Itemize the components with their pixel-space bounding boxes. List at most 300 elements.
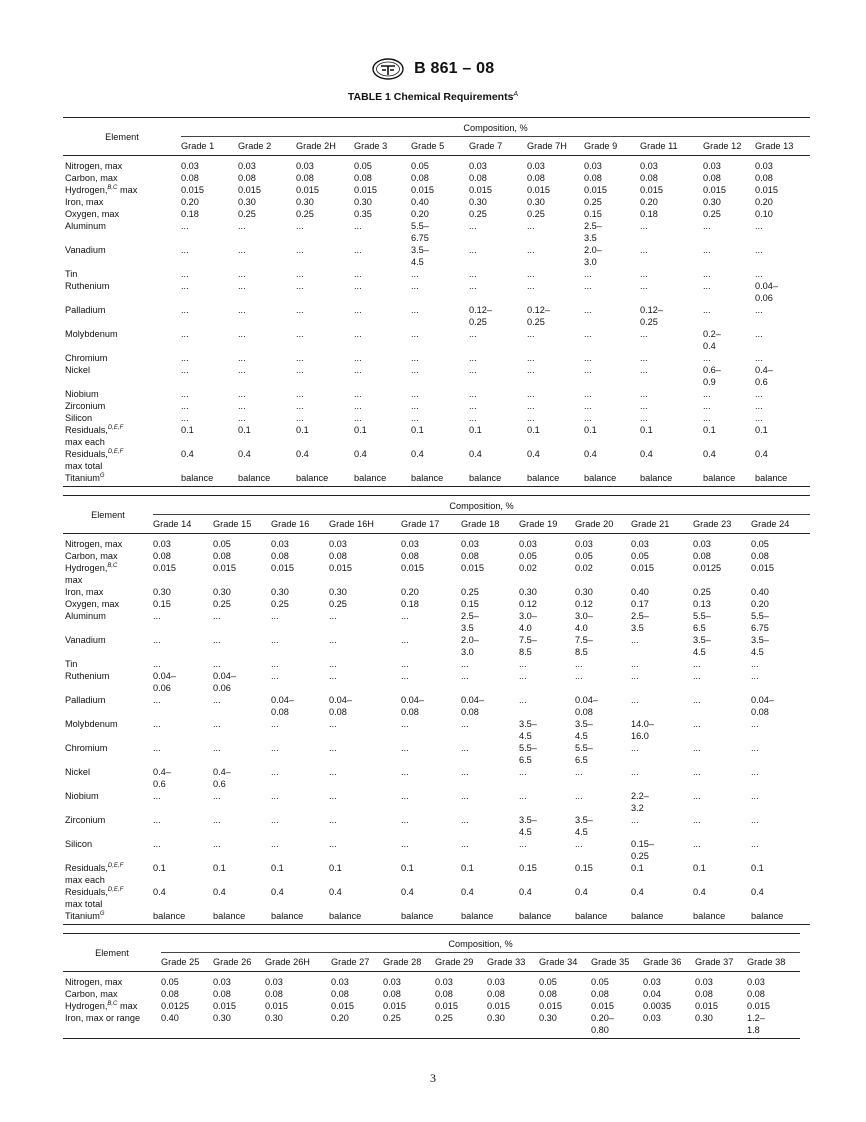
table-cell: 0.18	[640, 209, 658, 219]
table-cell: ...	[329, 815, 337, 825]
table-cell: ...	[755, 353, 763, 363]
table-cell: ...	[181, 281, 189, 291]
table-cell: 0.04– 0.08	[271, 695, 294, 717]
table-cell: 0.08	[591, 989, 609, 999]
chemical-requirements-table-1	[63, 117, 810, 487]
grade-header: Grade 35	[591, 953, 643, 972]
table-cell: 0.4	[401, 887, 414, 897]
chemical-requirements-table-2	[63, 495, 810, 925]
table-cell: 0.0035	[643, 1001, 672, 1011]
table-row	[63, 184, 810, 196]
table-cell: 0.1	[703, 425, 716, 435]
table-cell: 0.015	[527, 185, 550, 195]
grade-header: Grade 28	[383, 953, 435, 972]
table-cell: 0.04	[643, 989, 661, 999]
table-cell: ...	[354, 269, 362, 279]
table-row	[63, 352, 810, 364]
composition-header: Composition, %	[153, 496, 810, 515]
element-label: Palladium	[65, 305, 106, 315]
table-cell: 0.03	[643, 1012, 695, 1039]
table-cell: 0.015	[640, 185, 663, 195]
table-cell: balance	[213, 910, 271, 925]
table-cell: 0.15	[584, 209, 602, 219]
table-cell: 0.4	[354, 449, 367, 459]
table-cell: ...	[584, 353, 592, 363]
table-cell: ...	[640, 281, 648, 291]
table-row	[63, 910, 810, 925]
table-cell: ...	[238, 305, 246, 315]
table-cell: 0.0125	[161, 1001, 190, 1011]
table-row	[63, 364, 810, 388]
table-row	[63, 172, 810, 184]
table-cell: 0.1	[469, 425, 482, 435]
table-cell: 0.30	[487, 1012, 539, 1039]
table-cell: 0.25	[213, 599, 231, 609]
grade-header: Grade 12	[703, 137, 755, 156]
table-cell: ...	[296, 305, 304, 315]
table-cell: 0.15	[153, 599, 171, 609]
table-cell: ...	[238, 389, 246, 399]
element-label: Silicon	[65, 839, 93, 849]
table-cell: ...	[401, 671, 409, 681]
table-cell: ...	[271, 743, 279, 753]
table-cell: 0.015	[181, 185, 204, 195]
table-cell: ...	[469, 269, 477, 279]
element-header: Element	[63, 496, 153, 534]
table-cell: balance	[271, 910, 329, 925]
table-cell: 0.08	[153, 551, 171, 561]
table-cell: 0.4	[703, 449, 716, 459]
table-cell: 0.40	[411, 197, 429, 207]
table-cell: ...	[519, 767, 527, 777]
table-cell: 0.08	[703, 173, 721, 183]
table-cell: ...	[354, 401, 362, 411]
table-cell: 5.5– 6.75	[751, 611, 769, 633]
table-cell: ...	[271, 611, 279, 621]
table-cell: ...	[693, 743, 701, 753]
table-cell: ...	[213, 791, 221, 801]
table-cell: 0.08	[296, 173, 314, 183]
table-cell: 0.30	[153, 587, 171, 597]
table-cell: ...	[693, 719, 701, 729]
table-cell: balance	[296, 472, 354, 487]
table-cell: ...	[584, 281, 592, 291]
table-cell: 0.08	[238, 173, 256, 183]
table-cell: ...	[755, 245, 763, 255]
element-label: Niobium	[65, 389, 99, 399]
table-cell: balance	[527, 472, 584, 487]
table-row	[63, 586, 810, 598]
grade-header: Grade 19	[519, 515, 575, 534]
table-row	[63, 658, 810, 670]
table-cell: 0.20	[181, 197, 199, 207]
table-cell: 0.30	[519, 587, 537, 597]
table-cell: ...	[153, 839, 161, 849]
element-label: Iron, max	[65, 197, 104, 207]
table-cell: 0.4– 0.6	[755, 365, 773, 387]
grade-header: Grade 20	[575, 515, 631, 534]
table-cell: ...	[519, 791, 527, 801]
table-cell: ...	[238, 353, 246, 363]
table-cell: ...	[751, 719, 759, 729]
table-cell: ...	[469, 401, 477, 411]
table-cell: 0.1	[181, 425, 194, 435]
table-row	[63, 196, 810, 208]
table-row	[63, 1012, 800, 1039]
table-cell: ...	[461, 767, 469, 777]
element-label: Molybdenum	[65, 329, 118, 339]
element-label: Nitrogen, max	[65, 539, 123, 549]
table-cell: 0.30	[469, 197, 487, 207]
table-cell: 0.05	[213, 539, 231, 549]
grade-header: Grade 2H	[296, 137, 354, 156]
table-cell: ...	[469, 413, 477, 423]
table-cell: ...	[527, 401, 535, 411]
table-cell: 0.4	[411, 449, 424, 459]
table-cell: ...	[640, 245, 648, 255]
table-cell: ...	[238, 281, 246, 291]
table-cell: 0.08	[640, 173, 658, 183]
table-cell: 0.4	[584, 449, 597, 459]
table-cell: ...	[329, 635, 337, 645]
table-cell: ...	[329, 611, 337, 621]
table-cell: 0.30	[539, 1012, 591, 1039]
table-cell: ...	[575, 791, 583, 801]
table-cell: 5.5– 6.5	[519, 743, 537, 765]
table-cell: ...	[296, 401, 304, 411]
table-cell: 0.1	[401, 863, 414, 873]
table-cell: ...	[703, 221, 711, 231]
table-cell: ...	[527, 413, 535, 423]
table-cell: ...	[329, 659, 337, 669]
grade-header: Grade 34	[539, 953, 591, 972]
table-row	[63, 244, 810, 268]
table-cell: ...	[238, 245, 246, 255]
table-cell: 0.1	[527, 425, 540, 435]
table-cell: ...	[631, 635, 639, 645]
table-cell: ...	[527, 329, 535, 339]
table-cell: 0.12	[519, 599, 537, 609]
table-cell: ...	[461, 791, 469, 801]
table-cell: 5.5– 6.5	[575, 743, 593, 765]
table-row	[63, 886, 810, 910]
table-row	[63, 862, 810, 886]
table-cell: 0.015	[238, 185, 261, 195]
table-cell: ...	[181, 353, 189, 363]
table-cell: ...	[469, 389, 477, 399]
table-cell: ...	[755, 389, 763, 399]
table-cell: 0.30	[527, 197, 545, 207]
table-cell: 0.1	[584, 425, 597, 435]
grade-header: Grade 36	[643, 953, 695, 972]
table-cell: 0.25	[238, 209, 256, 219]
table-cell: ...	[411, 353, 419, 363]
table-row	[63, 424, 810, 448]
table-cell: ...	[181, 365, 189, 375]
table-cell: ...	[755, 413, 763, 423]
table-cell: 0.4	[751, 887, 764, 897]
table-cell: ...	[469, 281, 477, 291]
table-cell: ...	[181, 413, 189, 423]
table-cell: 0.015	[469, 185, 492, 195]
table-cell: ...	[631, 815, 639, 825]
table-cell: ...	[461, 743, 469, 753]
table-cell: 0.25	[703, 209, 721, 219]
table-cell: 0.4	[693, 887, 706, 897]
table-cell: ...	[584, 401, 592, 411]
table-cell: ...	[461, 671, 469, 681]
table-cell: 0.40	[751, 587, 769, 597]
table-cell: ...	[703, 269, 711, 279]
table-cell: 0.4	[461, 887, 474, 897]
table-cell: 0.015	[695, 1001, 718, 1011]
element-label: Chromium	[65, 353, 108, 363]
table-cell: ...	[631, 767, 639, 777]
table-cell: 0.15	[575, 863, 593, 873]
table-cell: ...	[401, 815, 409, 825]
table-cell: ...	[527, 269, 535, 279]
document-header	[0, 58, 866, 80]
table-cell: ...	[329, 791, 337, 801]
table-cell: ...	[329, 671, 337, 681]
table-cell: 0.05	[539, 977, 557, 987]
table-cell: 0.4– 0.6	[153, 767, 171, 789]
table-cell: 0.015	[296, 185, 319, 195]
grade-header: Grade 25	[161, 953, 213, 972]
table-cell: balance	[329, 910, 401, 925]
table-cell: 0.25	[435, 1012, 487, 1039]
table-cell: 0.4	[153, 887, 166, 897]
table-cell: 0.15– 0.25	[631, 839, 654, 861]
table-cell: 0.4– 0.6	[213, 767, 231, 789]
table-cell: ...	[411, 281, 419, 291]
table-row	[63, 328, 810, 352]
table-row	[63, 766, 810, 790]
grade-header: Grade 26H	[265, 953, 331, 972]
element-label: Molybdenum	[65, 719, 118, 729]
table-cell: 0.05	[354, 161, 372, 171]
table-cell: ...	[329, 839, 337, 849]
table-cell: ...	[519, 671, 527, 681]
table-cell: balance	[238, 472, 296, 487]
table-cell: 2.5– 3.5	[584, 221, 602, 243]
table-cell: 0.30	[575, 587, 593, 597]
element-label: Titanium$^G$	[63, 910, 153, 925]
table-cell: 0.4	[213, 887, 226, 897]
table-cell: 0.08	[411, 173, 429, 183]
element-label: Residuals,$^{D,E,F}$ max each	[65, 425, 124, 447]
table-cell: 0.015	[354, 185, 377, 195]
table-row	[63, 304, 810, 328]
table-cell: ...	[584, 329, 592, 339]
table-cell: ...	[751, 659, 759, 669]
table-cell: ...	[354, 305, 362, 315]
table-cell: ...	[755, 221, 763, 231]
table-cell: ...	[575, 839, 583, 849]
table-cell: ...	[238, 401, 246, 411]
table-cell: 2.5– 3.5	[461, 611, 479, 633]
table-cell: 0.015	[401, 563, 424, 573]
table-cell: 0.03	[331, 977, 349, 987]
table-cell: balance	[755, 472, 810, 487]
element-header: Element	[63, 118, 181, 156]
table-cell: 0.20	[640, 197, 658, 207]
table-cell: 0.03	[329, 539, 347, 549]
table-cell: ...	[584, 365, 592, 375]
table-cell: ...	[584, 305, 592, 315]
table-cell: ...	[631, 695, 639, 705]
table-cell: 0.08	[329, 551, 347, 561]
table-cell: 1.2– 1.8	[747, 1012, 800, 1039]
table-cell: ...	[631, 743, 639, 753]
table-cell: 0.08	[354, 173, 372, 183]
table-cell: 0.03	[469, 161, 487, 171]
table-cell: 0.1	[296, 425, 309, 435]
table-cell: ...	[703, 353, 711, 363]
table-cell: ...	[575, 671, 583, 681]
table-cell: ...	[527, 353, 535, 363]
table-cell: 0.05	[751, 539, 769, 549]
table-cell: 0.015	[487, 1001, 510, 1011]
table-cell: ...	[527, 365, 535, 375]
table-cell: ...	[640, 269, 648, 279]
table-cell: ...	[153, 695, 161, 705]
table-row	[63, 634, 810, 658]
table-cell: ...	[640, 401, 648, 411]
table-cell: ...	[401, 635, 409, 645]
element-label: Vanadium	[65, 635, 106, 645]
table-cell: 0.03	[461, 539, 479, 549]
table-cell: ...	[354, 389, 362, 399]
table-row	[63, 448, 810, 472]
table-cell: 0.4	[631, 887, 644, 897]
table-cell: 0.4	[755, 449, 768, 459]
element-label: Residuals,$^{D,E,F}$ max total	[65, 449, 124, 471]
table-cell: 0.30	[271, 587, 289, 597]
table-cell: 0.4	[575, 887, 588, 897]
grade-header: Grade 11	[640, 137, 703, 156]
table-cell: 0.6– 0.9	[703, 365, 721, 387]
table-cell: 7.5– 8.5	[519, 635, 537, 657]
table-cell: 0.03	[695, 977, 713, 987]
grade-header: Grade 14	[153, 515, 213, 534]
table-cell: ...	[296, 353, 304, 363]
grade-header: Grade 24	[751, 515, 810, 534]
table-cell: 0.20– 0.80	[591, 1012, 643, 1039]
table-cell: 0.015	[411, 185, 434, 195]
table-cell: ...	[271, 719, 279, 729]
grade-header: Grade 21	[631, 515, 693, 534]
table-cell: ...	[213, 611, 221, 621]
table-cell: ...	[703, 245, 711, 255]
table-cell: 0.05	[161, 977, 179, 987]
table-cell: 0.30	[354, 197, 372, 207]
element-label: Carbon, max	[65, 989, 118, 999]
table-cell: ...	[703, 305, 711, 315]
element-label: Palladium	[65, 695, 106, 705]
table-cell: ...	[411, 329, 419, 339]
table-cell: 0.015	[461, 563, 484, 573]
table-cell: 0.1	[461, 863, 474, 873]
element-label: Nickel	[65, 365, 91, 375]
table-cell: 0.1	[693, 863, 706, 873]
table-cell: balance	[640, 472, 703, 487]
table-cell: 0.1	[271, 863, 284, 873]
table-cell: ...	[238, 329, 246, 339]
table-cell: 0.05	[575, 551, 593, 561]
element-label: Hydrogen,$^{B,C}$ max	[65, 1001, 138, 1011]
table-cell: 0.20	[755, 197, 773, 207]
element-label: Chromium	[65, 743, 108, 753]
table-cell: ...	[238, 365, 246, 375]
table-cell: ...	[153, 719, 161, 729]
table-cell: balance	[354, 472, 411, 487]
table-cell: 0.1	[329, 863, 342, 873]
table-cell: ...	[519, 839, 527, 849]
table-cell: 0.015	[153, 563, 176, 573]
table-cell: ...	[401, 767, 409, 777]
table-cell: ...	[213, 659, 221, 669]
element-label: Residuals,$^{D,E,F}$ max each	[65, 863, 124, 885]
element-label: Tin	[65, 269, 78, 279]
table-row	[63, 718, 810, 742]
table-cell: 0.03	[401, 539, 419, 549]
table-cell: 3.5– 4.5	[519, 815, 537, 837]
element-label: Oxygen, max	[65, 209, 120, 219]
table-cell: ...	[271, 767, 279, 777]
table-cell: ...	[181, 221, 189, 231]
table-cell: 0.1	[640, 425, 653, 435]
table-cell: 3.5– 4.5	[411, 245, 429, 267]
table-cell: 0.03	[383, 977, 401, 987]
table-cell: ...	[519, 695, 527, 705]
element-header: Element	[63, 934, 161, 972]
table-cell: ...	[411, 401, 419, 411]
grade-header: Grade 29	[435, 953, 487, 972]
table-cell: ...	[329, 743, 337, 753]
table-cell: 0.015	[747, 1001, 770, 1011]
table-cell: balance	[469, 472, 527, 487]
table-cell: 0.08	[331, 989, 349, 999]
table-cell: ...	[354, 413, 362, 423]
table-cell: balance	[693, 910, 751, 925]
table-cell: 7.5– 8.5	[575, 635, 593, 657]
table-cell: ...	[755, 401, 763, 411]
table-cell: ...	[271, 659, 279, 669]
table-cell: 0.30	[329, 587, 347, 597]
table-cell: 0.05	[631, 551, 649, 561]
table-cell: ...	[469, 245, 477, 255]
table-cell: ...	[527, 245, 535, 255]
element-label: Hydrogen,$^{B,C}$ max	[65, 563, 118, 585]
table-cell: ...	[703, 413, 711, 423]
grade-header: Grade 3	[354, 137, 411, 156]
grade-header: Grade 13	[755, 137, 810, 156]
document-number: B 861 – 08	[414, 60, 495, 77]
table-cell: 0.03	[527, 161, 545, 171]
table-cell: 0.03	[703, 161, 721, 171]
table-cell: ...	[271, 671, 279, 681]
table-cell: 0.03	[755, 161, 773, 171]
table-cell: ...	[640, 389, 648, 399]
grade-header: Grade 23	[693, 515, 751, 534]
table-cell: 0.08	[435, 989, 453, 999]
table-row	[63, 814, 810, 838]
table-cell: ...	[461, 815, 469, 825]
table-cell: 0.35	[354, 209, 372, 219]
element-label: Carbon, max	[65, 551, 118, 561]
table-cell: 0.08	[383, 989, 401, 999]
